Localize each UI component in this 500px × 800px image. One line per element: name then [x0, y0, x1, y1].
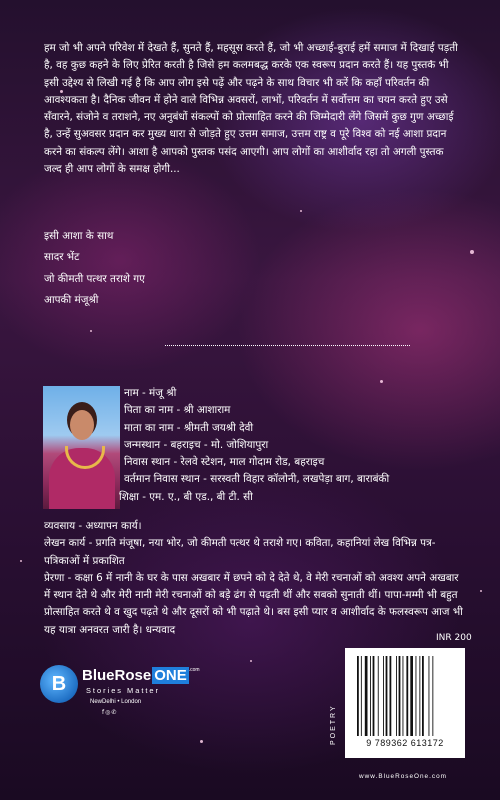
isbn-number: 9 789362 613172 [366, 738, 444, 748]
publisher-tagline: Stories Matter [86, 686, 161, 695]
publisher-name: BlueRose ONE $^{.com}$ [82, 667, 200, 684]
publisher-website: www.BlueRoseOne.com [359, 773, 447, 780]
author-details [44, 518, 464, 639]
bio-name: नाम - मंजू श्री [124, 387, 177, 399]
publisher-logo [40, 665, 200, 725]
sign-line-4: आपकी मंजूश्री [44, 293, 99, 306]
dotted-divider [165, 345, 410, 346]
bio-father: पिता का नाम - श्री आशाराम [124, 404, 231, 417]
author-photo [43, 386, 120, 509]
publisher-cities: NewDelhi • London [90, 699, 142, 705]
sign-line-3: जो कीमती पत्थर तराशे गए [44, 272, 145, 285]
bio-mother: माता का नाम - श्रीमती जयश्री देवी [124, 421, 254, 434]
bio-residence: निवास स्थान - रेलवे स्टेशन, माल गोदाम रोड, बहराइच [124, 456, 325, 469]
bio-birthplace: जन्मस्थान - बहराइच - मो. जोशियापुरा [124, 438, 269, 451]
occupation-text: व्यवसाय - अध्यापन कार्य। [44, 520, 142, 532]
inspiration-text: प्रेरणा - कक्षा 6 में नानी के घर के पास अखबार में छपने को दे देते थे, वे मेरी रचनाओं को अवश्य अपने अखबार में स्थान देते थे और मेरी नानी मेरी रचनाओं को बड़े ढंग से पढ़ती थीं और सबको सुनाती थीं। पापा-मम्मी भी बहुत प्रोत्साहित करते थे व खुद पढ़ते थे और दूसरों को भी पढ़ाते थे। बस इसी प्यार व आशीर्वाद के फलस्वरूप आज भी यह यात्रा अनवरत जारी है। धन्यवाद [44, 571, 463, 636]
barcode-icon [355, 656, 455, 736]
barcode-panel [345, 648, 465, 758]
bio-education: शिक्षा - एम. ए., बी एड., बी टी. सी [119, 490, 253, 503]
sign-line-2: सादर भेंट [44, 251, 80, 264]
publisher-logo-icon: B [40, 665, 78, 703]
author-bio [119, 385, 464, 506]
sign-line-1: इसी आशा के साथ [44, 230, 114, 242]
social-icons: f◎✆ [102, 709, 118, 716]
writing-work-text: लेखन कार्य - प्रगति मंजूषा, नया भोर, जो कीमती पत्थर थे तराशे गए। कविता, कहानियां लेख विभिन्न पत्र-पत्रिकाओं में प्रकाशित [44, 537, 436, 567]
genre-label: POETRY [330, 704, 337, 745]
price-label: INR 200 [436, 633, 472, 643]
intro-paragraph [44, 40, 464, 178]
intro-text: हम जो भी अपने परिवेश में देखते हैं, सुनते हैं, महसूस करते हैं, जो भी अच्छाई-बुराई हमें समाज में दिखाई पड़ती है, वह कुछ कहने के लिए प्रेरित करती है जिसे हम कलमबद्ध करके एक स्वरूप प्रदान करते हैं। यह पुस्तक भी इसी उद्देश्य से लिखी गई है कि आप लोग इसे पढ़ें और पढ़ने के साथ विचार भी करें कि कहाँ परिवर्तन की आवश्यकता है। दैनिक जीवन में होने वाले विभिन्न अवसरों, लाभों, परिवर्तन में सर्वोत्तम का चयन करते हुए उसे सँवारने, संजोने व तराशने, नए अनुबंधों संकल्पों को प्रोत्साहित करने की जिम्मेदारी लेंगे जिसमें कुछ गुण अच्छाई है, उन्हें सुअवसर प्रदान कर मुख्य धारा से जोड़ते हुए उत्तम समाज, उत्तम राष्ट्र व पूरे विश्व को नई आशा प्रदान करने का संकल्प लेंगे। आशा है आपको पुस्तक पसंद आएगी। आप लोगों का आशीर्वाद रहा तो अगली पुस्तक जल्द ही आप लोगों के समक्ष होगी... [44, 42, 458, 176]
signature-block [44, 228, 145, 309]
bio-current-residence: वर्तमान निवास स्थान - सरस्वती विहार कॉलोनी, लखपेड़ा बाग, बाराबंकी [124, 473, 390, 486]
